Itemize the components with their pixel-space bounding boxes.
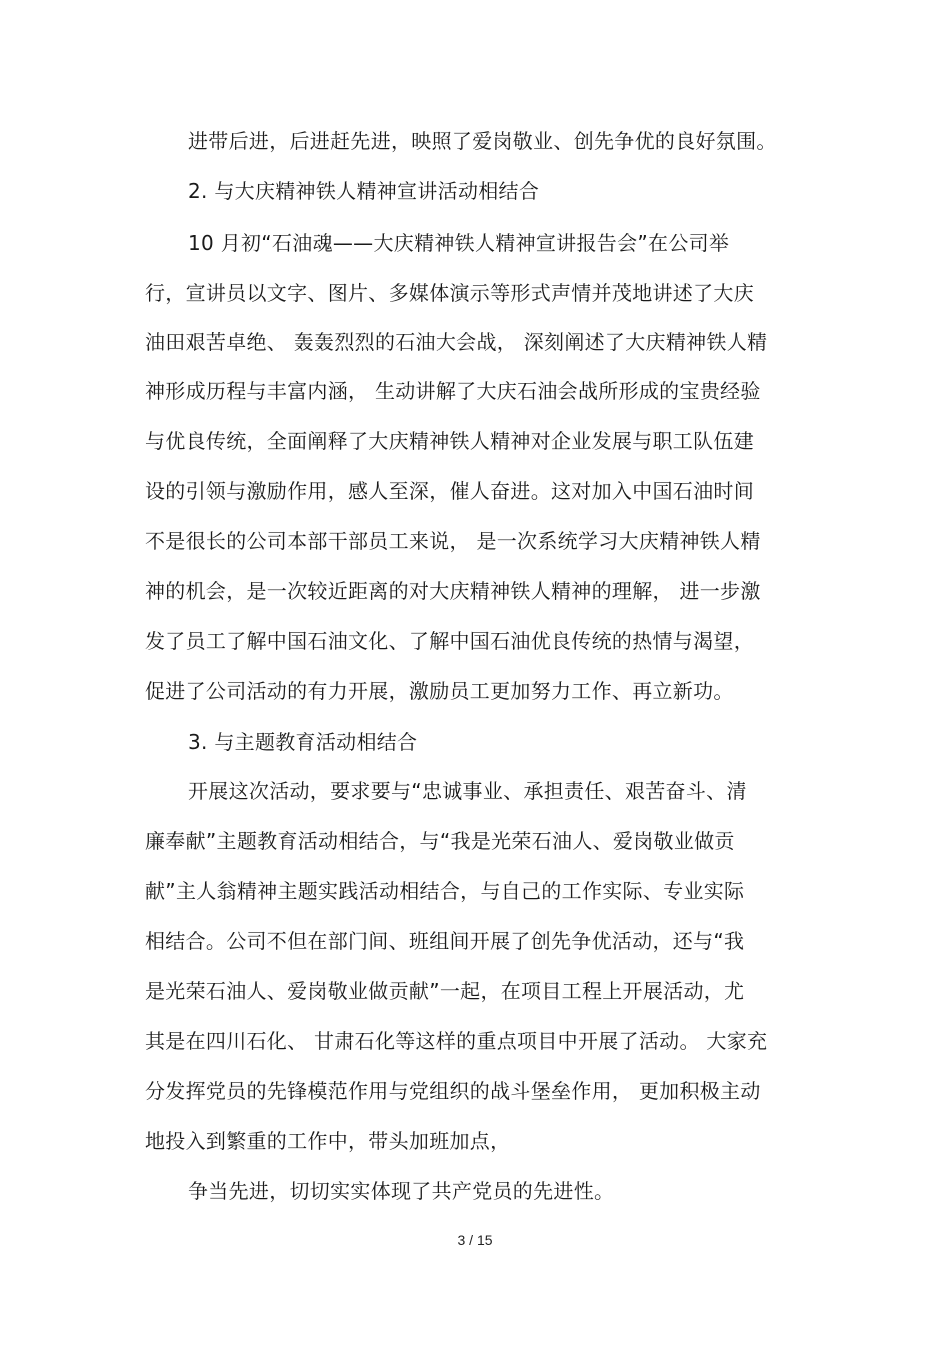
paragraph-line: 其是在四川石化、 甘肃石化等这样的重点项目中开展了活动。 大家充 xyxy=(145,1029,768,1053)
section-heading-3: 3. 与主题教育活动相结合 xyxy=(188,730,418,754)
paragraph-line: 行，宣讲员以文字、图片、多媒体演示等形式声情并茂地讲述了大庆 xyxy=(145,281,754,305)
paragraph-line: 设的引领与激励作用，感人至深，催人奋进。这对加入中国石油时间 xyxy=(145,479,754,503)
paragraph-line: 分发挥党员的先锋模范作用与党组织的战斗堡垒作用， 更加积极主动 xyxy=(145,1079,761,1103)
paragraph-line: 廉奉献”主题教育活动相结合，与“我是光荣石油人、爱岗敬业做贡 xyxy=(145,829,735,853)
paragraph-line: 进带后进，后进赶先进，映照了爱岗敬业、创先争优的良好氛围。 xyxy=(188,129,777,153)
paragraph-line: 相结合。公司不但在部门间、班组间开展了创先争优活动，还与“我 xyxy=(145,929,745,953)
paragraph-line: 发了员工了解中国石油文化、了解中国石油优良传统的热情与渴望， xyxy=(145,629,754,653)
paragraph-line: 促进了公司活动的有力开展，激励员工更加努力工作、再立新功。 xyxy=(145,679,734,703)
section-heading-2: 2. 与大庆精神铁人精神宣讲活动相结合 xyxy=(188,179,540,203)
paragraph-line: 不是很长的公司本部干部员工来说， 是一次系统学习大庆精神铁人精 xyxy=(145,529,761,553)
paragraph-line: 神的机会，是一次较近距离的对大庆精神铁人精神的理解， 进一步激 xyxy=(145,579,761,603)
paragraph-line: 争当先进，切切实实体现了共产党员的先进性。 xyxy=(188,1179,615,1203)
paragraph-line: 与优良传统，全面阐释了大庆精神铁人精神对企业发展与职工队伍建 xyxy=(145,429,754,453)
paragraph-line: 油田艰苦卓绝、 轰轰烈烈的石油大会战， 深刻阐述了大庆精神铁人精 xyxy=(145,330,768,354)
paragraph-line: 开展这次活动，要求要与“忠诚事业、承担责任、艰苦奋斗、清 xyxy=(188,779,747,803)
paragraph-line: 是光荣石油人、爱岗敬业做贡献”一起，在项目工程上开展活动，尤 xyxy=(145,979,745,1003)
paragraph-line: 神形成历程与丰富内涵， 生动讲解了大庆石油会战所形成的宝贵经验 xyxy=(145,379,761,403)
paragraph-line: 10 月初“石油魂——大庆精神铁人精神宣讲报告会”在公司举 xyxy=(188,231,730,255)
paragraph-line: 献”主人翁精神主题实践活动相结合，与自己的工作实际、专业实际 xyxy=(145,879,745,903)
paragraph-line: 地投入到繁重的工作中，带头加班加点， xyxy=(145,1129,511,1153)
page-number: 3 / 15 xyxy=(457,1232,493,1248)
